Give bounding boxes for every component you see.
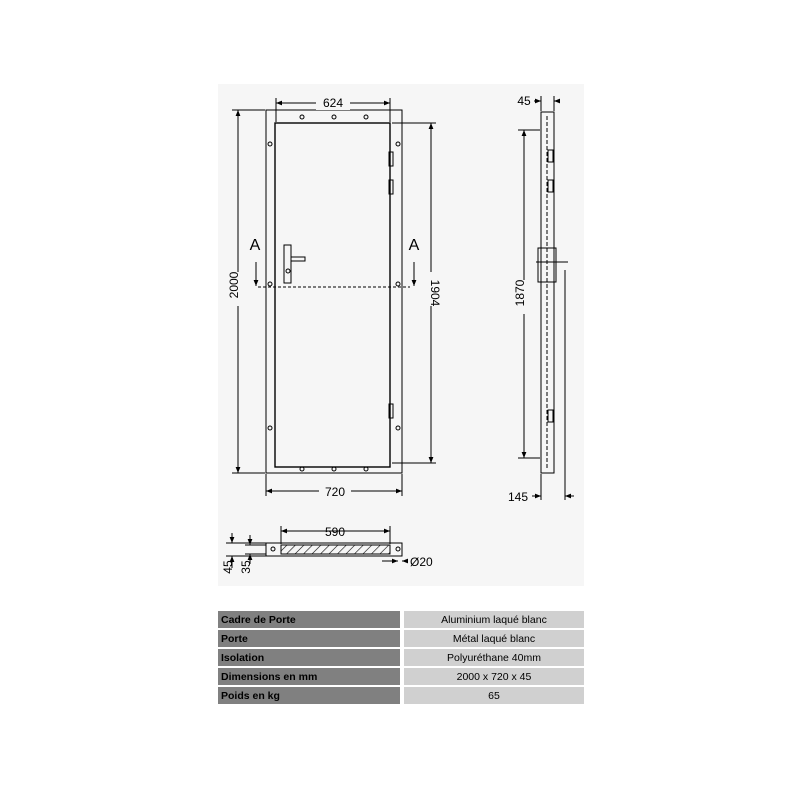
spec-value: 65 [404,687,584,704]
spec-label: Porte [218,630,400,647]
spec-row [218,649,584,666]
specifications-table [218,609,584,706]
spec-row [218,630,584,647]
spec-value: Polyuréthane 40mm [404,649,584,666]
spec-value: Aluminium laqué blanc [404,611,584,628]
side-hinges [548,150,553,422]
dimension-section-width: 590 [324,525,346,539]
dimension-height-right: 1904 [428,279,442,307]
frame-screw-holes [268,115,400,471]
section-mark-right: A [408,237,420,254]
dimension-side-height: 1870 [513,279,527,307]
section-view [226,526,408,568]
spec-row [218,668,584,685]
door-handle [284,245,305,283]
front-view [232,98,436,496]
spec-label: Poids en kg [218,687,400,704]
spec-value: 2000 x 720 x 45 [404,668,584,685]
dimension-section-panel-thickness: 35 [239,560,253,574]
spec-row [218,611,584,628]
dimension-section-total-thickness: 45 [221,560,235,574]
dimension-hole-diameter: Ø20 [410,555,433,569]
door-frame-outer [266,110,402,473]
spec-label: Dimensions en mm [218,668,400,685]
dimension-side-thickness: 45 [517,94,531,108]
door-leaf [275,123,390,467]
section-mark-left: A [249,237,261,254]
spec-value: Métal laqué blanc [404,630,584,647]
dimension-width-bottom: 720 [324,485,346,499]
section-panel-hatched [281,545,390,554]
dimension-height-left: 2000 [227,271,241,299]
dimension-width-top: 624 [322,96,344,110]
spec-label: Cadre de Porte [218,611,400,628]
spec-row [218,687,584,704]
dimension-side-depth: 145 [507,490,529,504]
spec-label: Isolation [218,649,400,666]
